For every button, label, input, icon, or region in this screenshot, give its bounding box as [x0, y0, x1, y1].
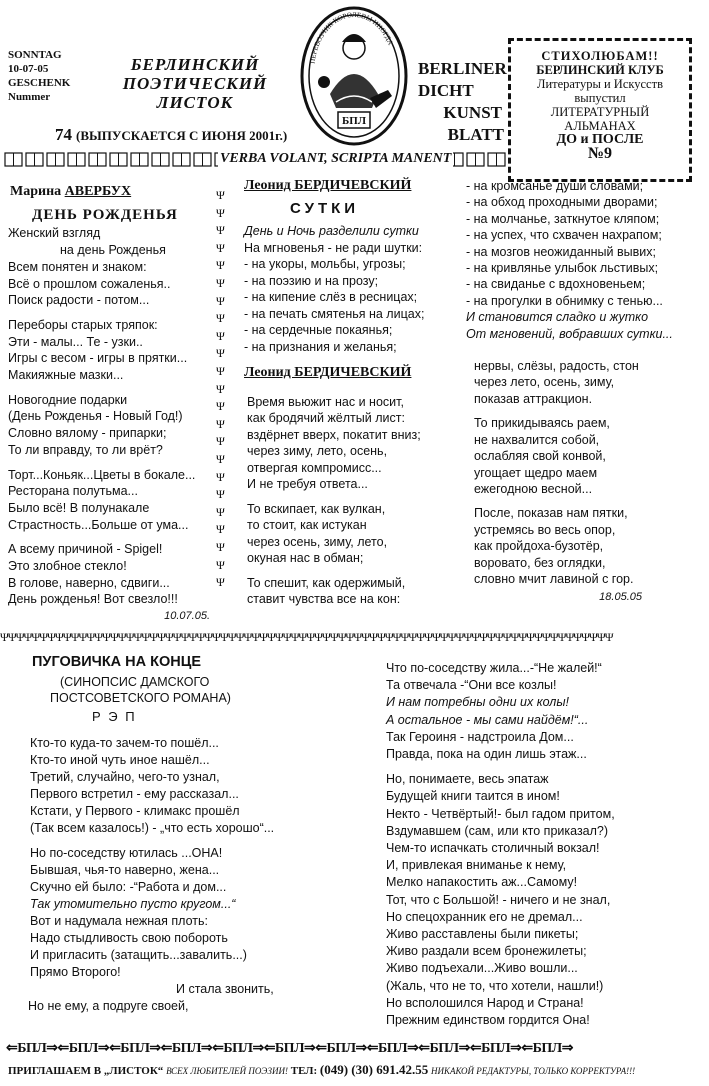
poem-line: ставит чувства все на кон:: [247, 592, 401, 606]
poem-line: - на успех, что схвачен нахрапом;: [466, 228, 662, 243]
psi-glyph: Ψ: [216, 452, 225, 466]
poem-line: От мгновений, вобравших сутки...: [466, 326, 673, 341]
poem-line: Что по-соседству жила...-“Не жалей!“: [386, 661, 602, 675]
poem-line: как пройдоха-бузотёр,: [474, 539, 604, 554]
date-label: 10-07-05: [8, 63, 49, 75]
poem-line: Время вьюжит нас и носит,: [247, 394, 404, 409]
poem-line: После, показав нам пятки,: [474, 506, 628, 521]
german-title: BERLINER DICHT KUNST BLATT: [418, 59, 507, 144]
poem-line: окуная нас в обман;: [247, 551, 364, 565]
poem-line: А всему причиной - Spigel!: [8, 542, 163, 557]
poem-line: не нахвалится собой,: [474, 432, 600, 447]
bpl-logo-emblem: [298, 2, 410, 147]
poem-line: через зиму, лето, осень,: [247, 444, 388, 458]
poem-line: - на молчанье, заткнутое кляпом;: [466, 211, 660, 226]
psi-glyph: Ψ: [216, 311, 225, 326]
psi-glyph: Ψ: [216, 223, 225, 238]
psi-glyph: Ψ: [216, 540, 225, 554]
poem-title: ДЕНЬ РОЖДЕНЬЯ: [32, 206, 178, 223]
stanza-gap: [30, 837, 360, 845]
poem-line: То вскипает, как вулкан,: [247, 501, 386, 516]
poem-line: (Жаль, что не то, что хотели, нашли!): [386, 978, 604, 993]
psi-glyph: Ψ: [216, 469, 225, 484]
poem-line: Но не ему, а подруге своей,: [28, 999, 189, 1013]
poem-line: Кстати, у Первого - климакс прошёл: [30, 804, 240, 818]
poem-line: Было всё! В полунакале: [8, 500, 150, 515]
poems-continuation: [466, 178, 702, 606]
psi-divider-row: ΨΨΨΨΨΨΨΨΨΨΨΨΨΨΨΨΨΨΨΨΨΨΨΨΨΨΨΨΨΨΨΨΨΨΨΨΨΨΨΨΨΨΨΨΨΨΨΨΨΨΨΨΨΨΨΨΨΨΨΨΨΨΨΨΨΨΨΨΨΨΨΨΨΨΨΨΨΨ: [0, 630, 613, 644]
psi-glyph: Ψ: [216, 364, 225, 378]
poem-line: - на сердечные покаянья;: [244, 323, 393, 337]
logo-arc-text: ПЕРЕВОЗЧИК КОРОЛЕВЫ ИНОГДА: [308, 10, 395, 65]
psi-glyph: Ψ: [216, 328, 225, 343]
poem-line: Правда, пока на один лишь этаж...: [386, 747, 587, 762]
poem-line: И становится сладко и жутко: [466, 310, 649, 325]
poem-title-button: ПУГОВИЧКА НА КОНЦЕ: [32, 654, 202, 670]
stanza-gap: [247, 567, 466, 575]
poem-line: Кто-то куда-то зачем-то пошёл...: [30, 736, 219, 750]
poem-line: Некто - Четвёртый!- был гадом притом,: [386, 806, 615, 821]
poems-berdichevsky: [244, 178, 466, 608]
poem-lines: [8, 225, 214, 608]
poem-line: Чем-то испачкать столичный вокзал!: [386, 841, 600, 856]
poem-line: Мелко напакостить аж...Самому!: [386, 875, 578, 890]
poem-line: - на кривлянье улыбок льстивых;: [466, 261, 659, 276]
poem-line: воровато, без оглядки,: [474, 555, 606, 570]
poem-button-lines-2: [386, 660, 706, 1029]
psi-glyph: Ψ: [216, 575, 225, 590]
poem-line: - на мозгов неожиданный вывих;: [466, 244, 656, 259]
poem-line: - на признания и желанья;: [244, 339, 397, 354]
author-berdichevsky-2: Леонид БЕРДИЧЕВСКИЙ: [244, 365, 412, 380]
poem-line: Так утомительно пусто кругом...“: [30, 897, 236, 911]
poem-title-sutki: СУТКИ: [290, 199, 360, 217]
poem-line: ежегодною весной...: [474, 481, 593, 496]
poem-line: День и Ночь разделили сутки: [244, 224, 419, 238]
poem-line: угощает щедро маем: [474, 465, 598, 480]
footer-prefix: ПРИГЛАШАЕМ В „ЛИСТОК“: [8, 1065, 164, 1077]
poem-line: Живо расставлены были пикеты;: [386, 927, 579, 942]
poem-line: (Так всем казалось!) - „что есть хорошо“...: [30, 821, 275, 835]
poem-line: - на укоры, мольбы, угрозы;: [244, 257, 406, 271]
poem-birthday: [8, 184, 214, 625]
poem-line: устремясь во весь опор,: [474, 522, 616, 537]
poem-sutki-lines: [244, 223, 466, 355]
poem-line: Это злобное стекло!: [8, 559, 127, 574]
poem-subtitle: (СИНОПСИС ДАМСКОГО ПОСТСОВЕТСКОГО РОМАНА): [50, 675, 231, 705]
poem-line: Живо раздали всем бронежилеты;: [386, 944, 587, 959]
psi-glyph: Ψ: [216, 258, 225, 273]
poem-line: Поиск радости - потом...: [8, 293, 150, 308]
poem-line: Скучно ей было: -“Работа и дом...: [30, 880, 227, 894]
issue-line: [55, 125, 287, 145]
poem-line: Но спецохранник его не дремал...: [386, 909, 583, 924]
poem-line: - на свиданье с вдохновеньем;: [466, 277, 646, 292]
poem-line: Прямо Второго!: [30, 965, 121, 979]
footer-note: ВСЕХ ЛЮБИТЕЛЕЙ ПОЭЗИИ!: [166, 1066, 288, 1076]
poem-time-continuation: [474, 358, 702, 587]
author-averbukh: Марина АВЕРБУХ: [10, 184, 132, 199]
newspaper-title: БЕРЛИНСКИЙ ПОЭТИЧЕСКИЙ ЛИСТОК: [122, 55, 268, 112]
psi-glyph: Ψ: [216, 504, 225, 519]
poem-line: - на кипение слёз в ресницах;: [244, 290, 418, 304]
poem-sutki-continuation: [466, 178, 702, 342]
poem-line: Вздумавшем (сам, или кто приказал?): [386, 823, 609, 838]
poem-line: Макияжные мазки...: [8, 368, 124, 383]
poem-line: Кто-то иной чуть иное нашёл...: [30, 753, 210, 767]
poem-line: нервы, слёзы, радость, стон: [474, 359, 639, 374]
stanza-gap: [474, 407, 702, 415]
poem-line: Но всполошился Народ и Страна!: [386, 995, 584, 1010]
poem-line: Вот и надумала нежная плоть:: [30, 914, 208, 928]
poem-line: показав аттракцион.: [474, 391, 593, 406]
psi-glyph: Ψ: [216, 188, 225, 202]
author-berdichevsky: Леонид БЕРДИЧЕВСКИЙ: [244, 178, 412, 193]
psi-glyph: Ψ: [216, 205, 225, 220]
logo-letters: БПЛ: [341, 115, 367, 127]
stanza-gap: [8, 459, 214, 467]
poem-line: Эти - малы... Те - узки..: [8, 334, 143, 349]
poem-line: на день Рожденья: [60, 243, 166, 258]
motto: VERBA VOLANT, SCRIPTA MANENT: [220, 151, 452, 166]
footer-editorial-note: НИКАКОЙ РЕДАКТУРЫ, ТОЛЬКО КОРРЕКТУРА!!!: [430, 1066, 636, 1076]
psi-glyph: Ψ: [216, 399, 225, 414]
poem-line: И пригласить (затащить...завалить...): [30, 948, 247, 962]
psi-glyph: Ψ: [216, 557, 225, 572]
issue-meta: [8, 48, 70, 104]
poem-line: словно мчит лавиной с гор.: [474, 571, 634, 586]
stanza-gap: [474, 497, 702, 505]
poem-date-2: 18.05.05: [599, 591, 642, 604]
poem-line: Но, понимаете, весь эпатаж: [386, 772, 549, 787]
poem-line: В голове, наверно, сдвиги...: [8, 575, 170, 590]
poem-line: Игры с весом - игры в прятки...: [8, 351, 188, 366]
poem-line: - на поэзию и на прозу;: [244, 273, 379, 288]
poem-line: (День Рожденья - Новый Год!): [8, 409, 183, 424]
poem-line: ослабляя свой конвой,: [474, 449, 606, 464]
poem-line: То спешит, как одержимый,: [247, 575, 406, 590]
poem-line: Первого встретил - ему рассказал...: [30, 787, 239, 801]
poem-line: Всё о прошлом сожаленья..: [8, 276, 171, 291]
poem-line: Будущей книги таится в ином!: [386, 789, 560, 804]
poem-time-lines: [247, 394, 466, 608]
psi-glyph: Ψ: [216, 416, 225, 431]
footer-invitation: [8, 1062, 708, 1078]
stanza-gap: [386, 763, 706, 771]
poem-line: Надо стыдливость свою побороть: [30, 931, 228, 945]
number-label: Nummer: [8, 91, 51, 103]
poem-line: Прежним единством гордится Она!: [386, 1013, 590, 1028]
psi-glyph: Ψ: [216, 240, 225, 255]
poem-line: Та отвечала -“Они все козлы!: [386, 678, 557, 693]
poem-line: через лето, осень, зиму,: [474, 375, 615, 390]
poem-line: - на прогулки в обнимку с тенью...: [466, 293, 663, 308]
poem-button-lines: [30, 735, 360, 981]
psi-glyph: Ψ: [216, 487, 225, 502]
poem-line: Женский взгляд: [8, 226, 101, 241]
psi-glyph: Ψ: [216, 276, 225, 290]
poem-line: Третий, случайно, чего-то узнал,: [30, 770, 220, 784]
poem-line: Но по-соседству ютилась ...ОНА!: [30, 846, 223, 860]
psi-glyph: Ψ: [216, 346, 225, 361]
footer-tel-label: ТЕЛ:: [290, 1065, 318, 1077]
stanza-gap: [8, 309, 214, 317]
poem-line: Всем понятен и знаком:: [8, 259, 147, 274]
poem-button-continuation: [386, 660, 706, 1029]
stanza-gap: [8, 533, 214, 541]
bpl-ornament-row: ⇐БПЛ⇒⇐БПЛ⇒⇐БПЛ⇒⇐БПЛ⇒⇐БПЛ⇒⇐БПЛ⇒⇐БПЛ⇒⇐БПЛ⇒⇐БПЛ⇒⇐БПЛ⇒⇐БПЛ⇒: [6, 1041, 573, 1056]
psi-glyph: Ψ: [216, 293, 225, 308]
psi-glyph: Ψ: [216, 522, 225, 537]
poem-line: Ресторана полутьма...: [8, 484, 138, 499]
poem-line: Бывшая, чья-то наверно, жена...: [30, 863, 220, 877]
poem-line: То ли вправду, то ли врёт?: [8, 442, 163, 457]
stanza-gap: [247, 493, 466, 501]
issue-since: (ВЫПУСКАЕТСЯ С ИЮНЯ 2001г.): [76, 128, 288, 143]
poem-line: Тот, что с Большой! - ничего и не знал,: [386, 892, 611, 907]
poem-date: 10.07.05.: [164, 610, 210, 623]
poem-line: На мгновенья - не ради шутки:: [244, 240, 423, 255]
poem-line: Переборы старых тряпок:: [8, 317, 158, 332]
poem-line: То прикидываясь раем,: [474, 416, 610, 431]
poem-line: Словно вялому - припарки;: [8, 426, 167, 441]
poem-genre: Р Э П: [92, 709, 137, 724]
poem-line: День рожденья! Вот свезло!!!: [8, 592, 178, 607]
poem-line: Живо подъехали...Живо вошли...: [386, 961, 578, 976]
poem-line: Страстность...Больше от ума...: [8, 517, 189, 532]
poem-line: - на обход проходными дворами;: [466, 195, 658, 210]
poem-line: отвергая компромисс...: [247, 460, 382, 475]
stanza-gap: [8, 384, 214, 392]
poem-line: И не требуя ответа...: [247, 477, 368, 491]
poem-line: - на кромсанье души словами;: [466, 179, 644, 193]
poem-line: Новогодние подарки: [8, 392, 128, 407]
psi-glyph: Ψ: [216, 434, 225, 449]
poem-line: И, привлекая вниманье к нему,: [386, 858, 567, 873]
psi-glyph: Ψ: [216, 381, 225, 396]
poem-line: то стоит, как истукан: [247, 518, 367, 532]
poem-line: И нам потребны одни их колы!: [386, 695, 570, 710]
footer-phone: (049) (30) 691.42.55: [319, 1062, 429, 1077]
poem-line: как бродячий жёлтый лист:: [247, 411, 405, 425]
poem-line: А остальное - мы сами найдём!“...: [386, 712, 589, 727]
poem-line: - на печать смятенья на лицах;: [244, 306, 425, 321]
poem-line: через осень, зиму, лето,: [247, 534, 388, 549]
issue-number: 74: [55, 125, 72, 144]
poem-button: [30, 654, 360, 1015]
poem-line: Торт...Коньяк...Цветы в бокале...: [8, 467, 196, 482]
almanac-stamp: СТИХОЛЮБАМ!! БЕРЛИНСКИЙ КЛУБ Литературы и Искусств выпустил ЛИТЕРАТУРНЫЙ АЛЬМАНАХ ДО и ПОСЛЕ №9: [508, 38, 692, 182]
poem-line: И стала звонить,: [176, 982, 274, 996]
poem-line: Так Героиня - надстроила Дом...: [386, 729, 574, 744]
gift-label: GESCHENK: [8, 77, 71, 89]
day-label: SONNTAG: [8, 49, 62, 61]
poem-line: вздёрнет вверх, покатит вниз;: [247, 427, 421, 442]
